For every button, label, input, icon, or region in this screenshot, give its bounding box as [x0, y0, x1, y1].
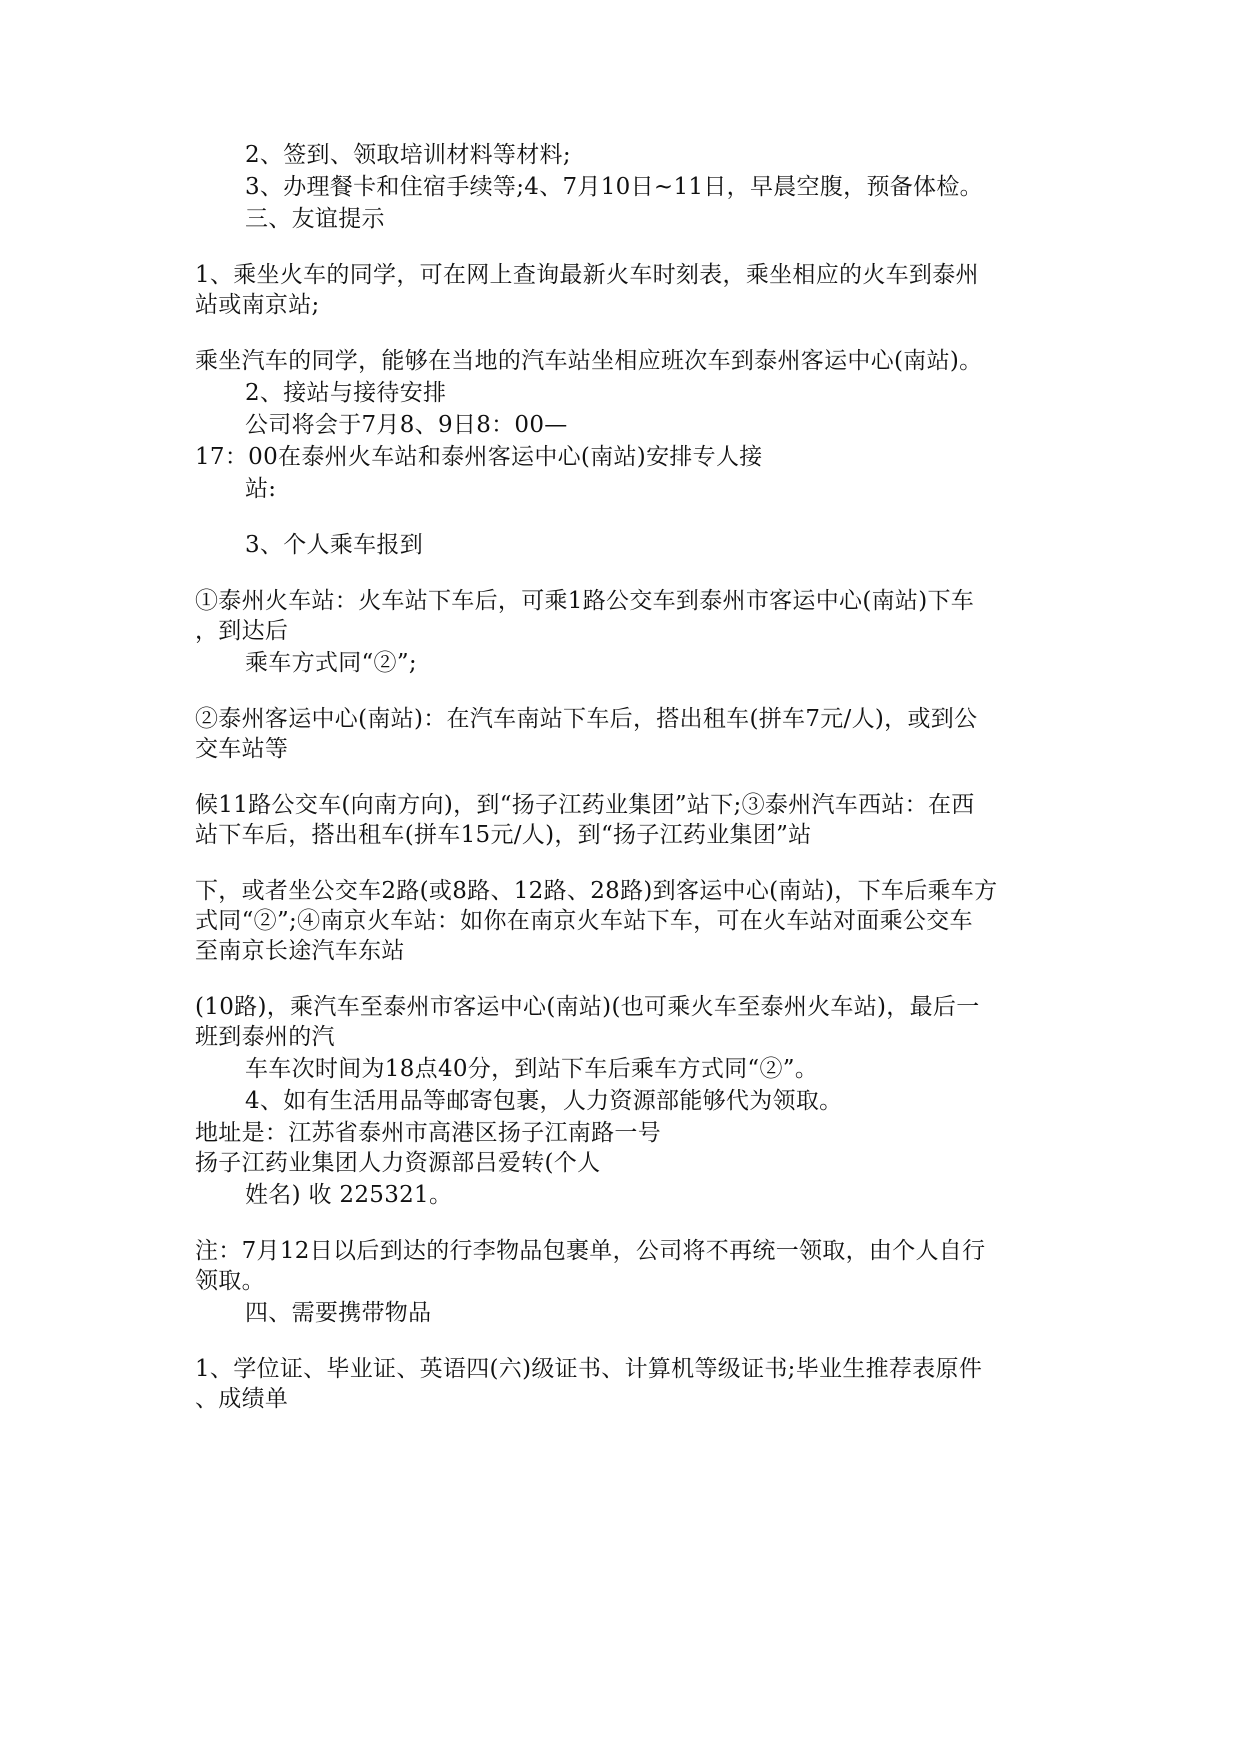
paragraph-line: 4、如有生活用品等邮寄包裹，人力资源部能够代为领取。 [245, 1088, 843, 1114]
paragraph-line: 1、乘坐火车的同学，可在网上查询最新火车时刻表，乘坐相应的火车到泰州 [195, 262, 979, 288]
paragraph-line: 地址是：江苏省泰州市高港区扬子江南路一号 [195, 1120, 661, 1146]
paragraph-line: ①泰州火车站：火车站下车后，可乘1路公交车到泰州市客运中心(南站)下车 [195, 588, 975, 614]
paragraph-line: 四、需要携带物品 [245, 1300, 432, 1326]
paragraph-line: 候11路公交车(向南方向)，到“扬子江药业集团”站下;③泰州汽车西站：在西 [195, 792, 975, 818]
paragraph-line: 站下车后，搭出租车(拼车15元/人)，到“扬子江药业集团”站 [195, 822, 812, 848]
paragraph-line: 姓名) 收 225321。 [245, 1182, 453, 1208]
paragraph-line: ，到达后 [195, 618, 289, 644]
paragraph-line: 交车站等 [195, 736, 289, 762]
paragraph-line: 下，或者坐公交车2路(或8路、12路、28路)到客运中心(南站)，下车后乘车方 [195, 878, 998, 904]
paragraph-line: 2、接站与接待安排 [245, 380, 447, 406]
paragraph-line: 三、友谊提示 [245, 206, 385, 232]
paragraph-line: 领取。 [195, 1268, 265, 1294]
paragraph-line: 站: [245, 476, 277, 502]
paragraph-line: 扬子江药业集团人力资源部吕爱转(个人 [195, 1150, 601, 1176]
paragraph-line: 至南京长途汽车东站 [195, 938, 405, 964]
paragraph-line: 乘坐汽车的同学，能够在当地的汽车站坐相应班次车到泰州客运中心(南站)。 [195, 348, 983, 374]
paragraph-line: 1、学位证、毕业证、英语四(六)级证书、计算机等级证书;毕业生推荐表原件 [195, 1356, 983, 1382]
paragraph-line: 3、办理餐卡和住宿手续等;4、7月10日~11日，早晨空腹，预备体检。 [245, 174, 983, 200]
paragraph-line: 式同“②”;④南京火车站：如你在南京火车站下车，可在火车站对面乘公交车 [195, 908, 973, 934]
paragraph-line: (10路)，乘汽车至泰州市客运中心(南站)(也可乘火车至泰州火车站)，最后一 [195, 994, 980, 1020]
paragraph-line: 、成绩单 [195, 1386, 289, 1412]
paragraph-line: 2、签到、领取培训材料等材料; [245, 142, 571, 168]
paragraph-line: 注：7月12日以后到达的行李物品包裹单，公司将不再统一领取，由个人自行 [195, 1238, 986, 1264]
paragraph-line: 3、个人乘车报到 [245, 532, 424, 558]
paragraph-line: ②泰州客运中心(南站)：在汽车南站下车后，搭出租车(拼车7元/人)，或到公 [195, 706, 978, 732]
paragraph-line: 17：00在泰州火车站和泰州客运中心(南站)安排专人接 [195, 444, 763, 470]
paragraph-line: 公司将会于7月8、9日8：00— [245, 412, 568, 438]
paragraph-line: 班到泰州的汽 [195, 1024, 335, 1050]
paragraph-line: 乘车方式同“②”; [245, 650, 417, 676]
paragraph-line: 车车次时间为18点40分，到站下车后乘车方式同“②”。 [245, 1056, 819, 1082]
paragraph-line: 站或南京站; [195, 292, 320, 318]
